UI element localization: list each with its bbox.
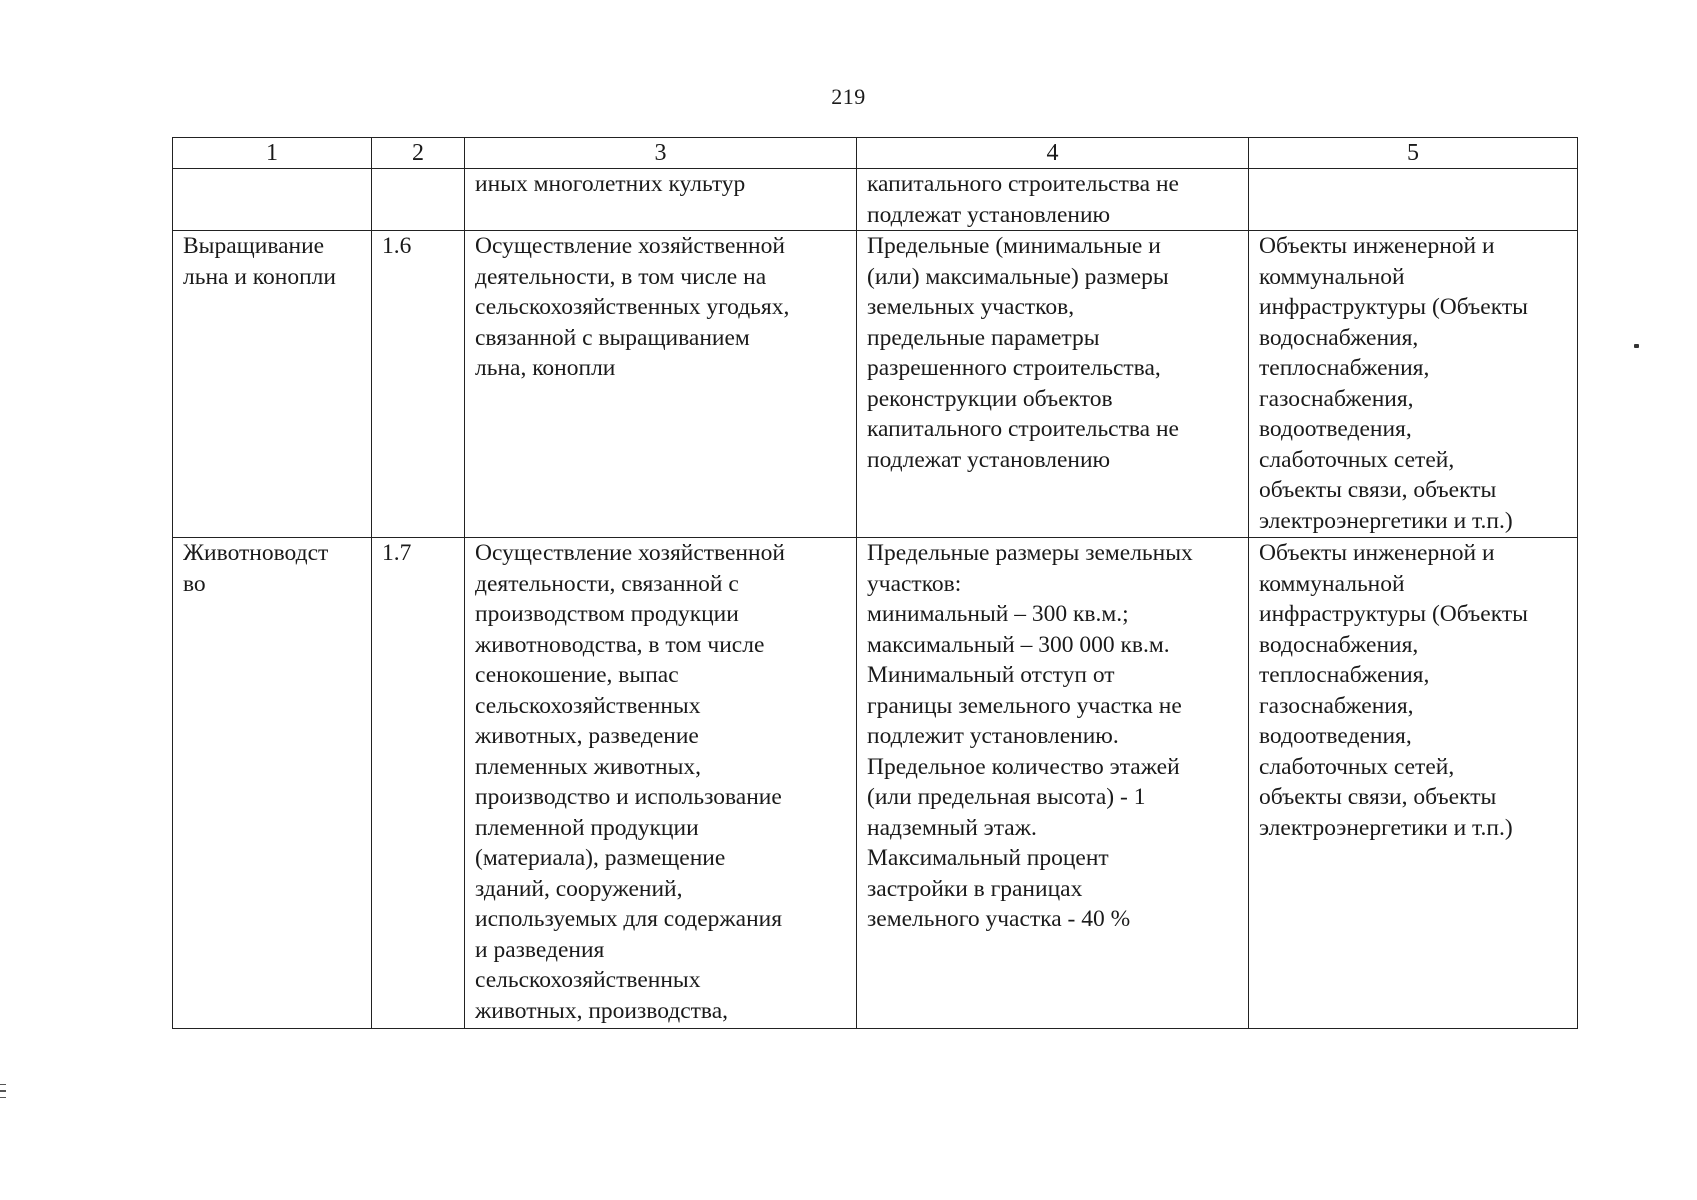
cell-use-name [173, 169, 372, 231]
cell-use-description: Осуществление хозяйственной деятельности, связанной с производством продукции животноводства, в том числе сенокошение, выпас сельскохозяйственных животных, разведение племенных животных, производство и использование племенной продукции (материала), размещение зданий, сооружений, используемых для содержания и разведения сельскохозяйственных животных, производства, [465, 538, 857, 1029]
column-header-4: 4 [857, 138, 1249, 169]
cell-use-name: Животноводст во [173, 538, 372, 1029]
cell-objects [1249, 169, 1578, 231]
column-header-2: 2 [372, 138, 465, 169]
table-row [173, 169, 1578, 231]
column-header-3: 3 [465, 138, 857, 169]
cell-parameters: капитального строительства не подлежат установлению [857, 169, 1249, 231]
page-number: 219 [831, 84, 866, 109]
cell-use-description: Осуществление хозяйственной деятельности, в том числе на сельскохозяйственных угодьях, связанной с выращиванием льна, конопли [465, 231, 857, 538]
table-row [173, 538, 1578, 1029]
cell-use-code: 1.6 [372, 231, 465, 538]
cell-use-description: иных многолетних культур [465, 169, 857, 231]
zoning-table [172, 137, 1578, 1029]
cell-parameters: Предельные размеры земельных участков: минимальный – 300 кв.м.; максимальный – 300 000 кв.м. Минимальный отступ от границы земельного участка не подлежит установлению. Предельное количество этажей (или предельная высота) - 1 надземный этаж. Максимальный процент застройки в границах земельного участка - 40 % [857, 538, 1249, 1029]
cell-objects: Объекты инженерной и коммунальной инфраструктуры (Объекты водоснабжения, теплоснабжения, газоснабжения, водоотведения, слаботочных сетей, объекты связи, объекты электроэнергетики и т.п.) [1249, 538, 1578, 1029]
cell-use-code [372, 169, 465, 231]
scan-speck [1634, 344, 1639, 348]
column-header-1: 1 [173, 138, 372, 169]
binding-edge-mark [0, 1084, 6, 1098]
cell-parameters: Предельные (минимальные и (или) максимальные) размеры земельных участков, предельные параметры разрешенного строительства, реконструкции объектов капитального строительства не подлежат установлению [857, 231, 1249, 538]
cell-use-code: 1.7 [372, 538, 465, 1029]
table-row [173, 231, 1578, 538]
table-header-row [173, 138, 1578, 169]
column-header-5: 5 [1249, 138, 1578, 169]
cell-objects: Объекты инженерной и коммунальной инфраструктуры (Объекты водоснабжения, теплоснабжения, газоснабжения, водоотведения, слаботочных сетей, объекты связи, объекты электроэнергетики и т.п.) [1249, 231, 1578, 538]
cell-use-name: Выращивание льна и конопли [173, 231, 372, 538]
